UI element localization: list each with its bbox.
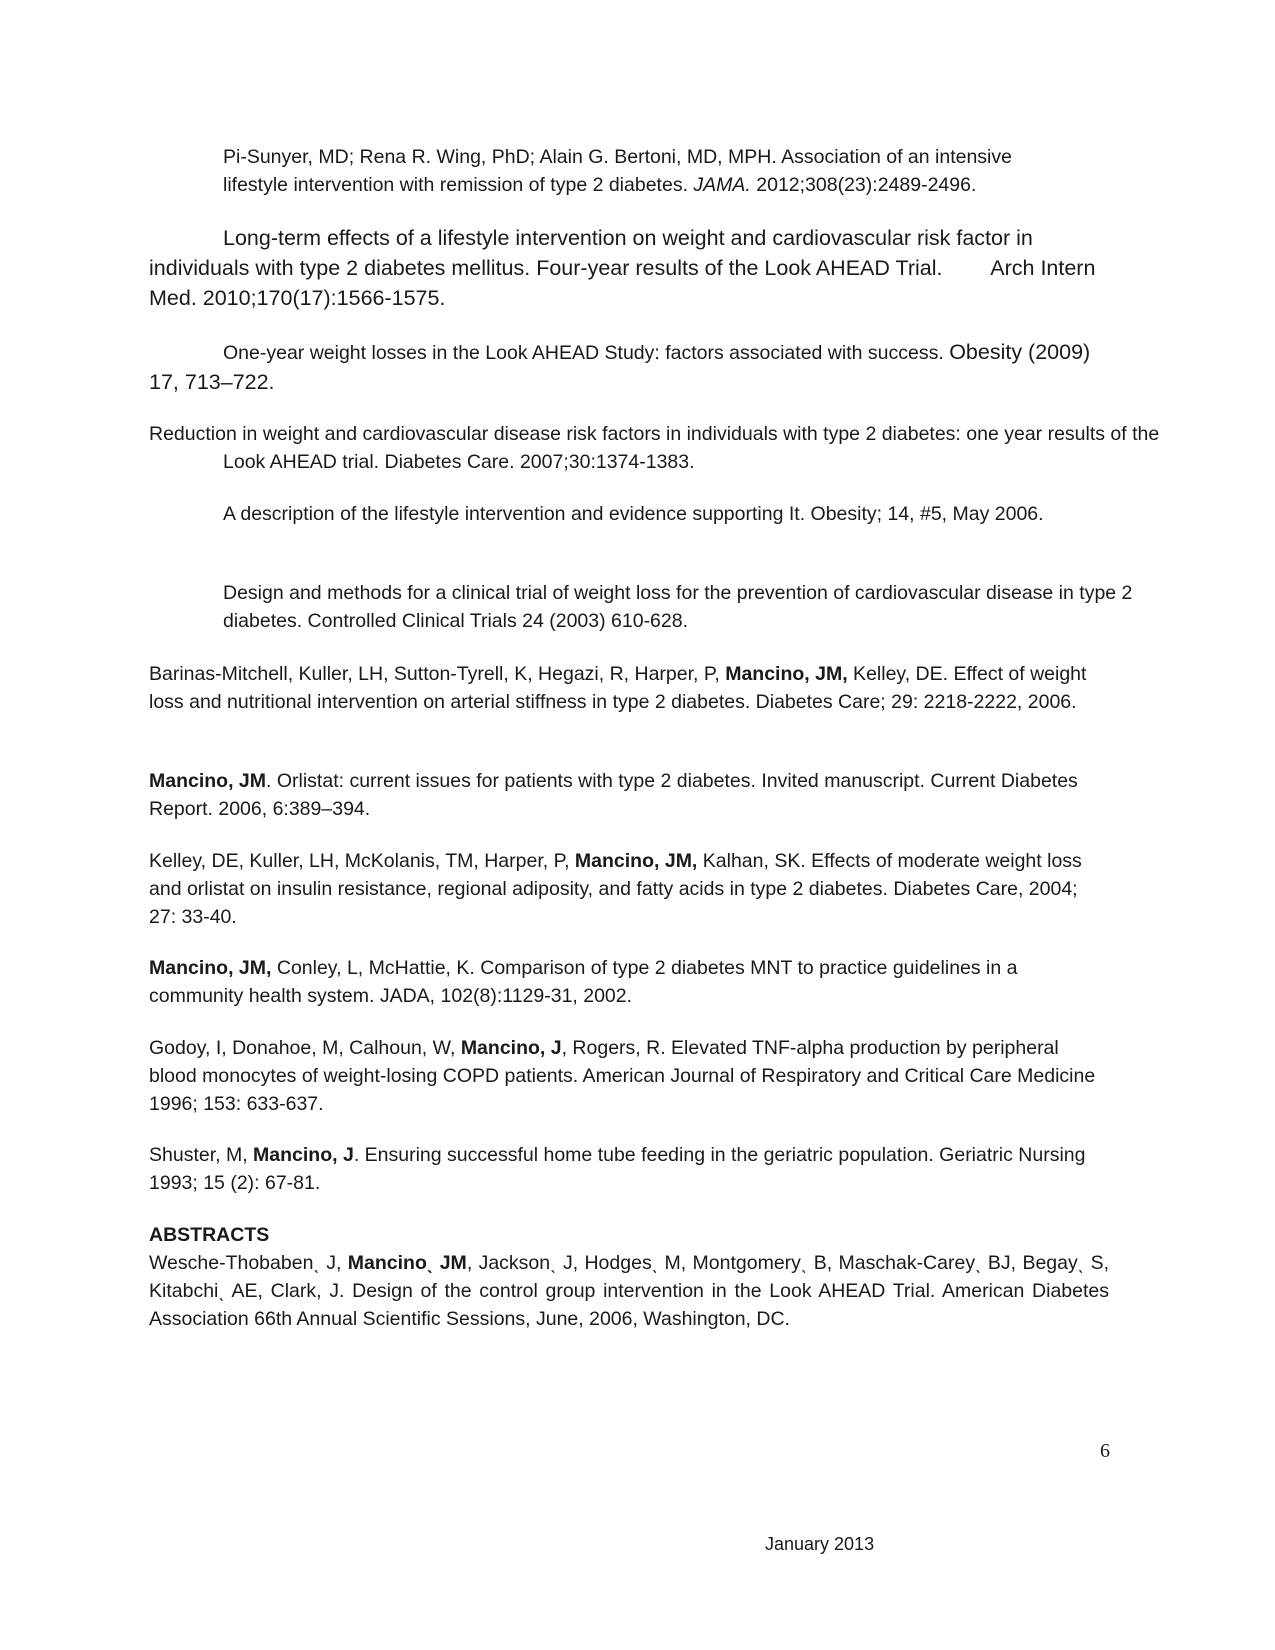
reference-four-year-results bbox=[149, 223, 1109, 313]
reference-text: . Orlistat: current issues for patients with type 2 diabetes. Invited manuscript. Current Diabetes Report. 2006, 6:389–394. bbox=[149, 770, 1078, 820]
section-heading: ABSTRACTS bbox=[149, 1224, 270, 1246]
abstract-authors: Wesche-Thobabenˎ J, bbox=[149, 1252, 348, 1274]
reference-reduction-in-weight bbox=[149, 420, 1183, 476]
reference-text: One-year weight losses in the Look AHEAD Study: factors associated with success. bbox=[223, 342, 950, 364]
reference-text: , Rogers, R. Elevated TNF-alpha production by peripheral blood monocytes of weight-losing COPD patients. American Journal of Respiratory and Critical Care Medicine 1996; 153: 633-637. bbox=[149, 1037, 1096, 1115]
reference-authors: Godoy, I, Donahoe, M, Calhoun, W, bbox=[149, 1037, 461, 1059]
abstract-entry bbox=[149, 1249, 1109, 1333]
author-highlight: Mancino, JM, bbox=[149, 957, 272, 979]
author-highlight: Mancino, J bbox=[253, 1144, 354, 1166]
reference-text: Kelley, DE. Effect of weight loss and nutritional intervention on arterial stiffness in type 2 diabetes. Diabetes Care; 29: 2218-2222, 2006. bbox=[149, 663, 1087, 713]
reference-line: Pi-Sunyer, MD; Rena R. Wing, PhD; Alain G. Bertoni, MD, MPH. Association of an intensive bbox=[223, 146, 1012, 168]
author-highlight: Mancino, J bbox=[460, 1037, 562, 1059]
reference-text: Reduction in weight and cardiovascular disease risk factors in individuals with type 2 diabetes: one year results of the Look AHEAD trial. Diabetes Care. 2007;30:1374-1383. bbox=[149, 423, 1160, 473]
page-number: 6 bbox=[1100, 1440, 1110, 1462]
reference-text: A description of the lifestyle intervention and evidence supporting It. Obesity; 14, #5, May 2006. bbox=[223, 503, 1044, 525]
reference-text: Kalhan, SK. Effects of moderate weight loss and orlistat on insulin resistance, regional adiposity, and fatty acids in type 2 diabetes. Diabetes Care, 2004; 27: 33-40. bbox=[149, 850, 1082, 928]
author-highlight: Mancinoˎ JM bbox=[347, 1252, 467, 1274]
reference-authors: Shuster, M, bbox=[149, 1144, 254, 1166]
author-highlight: Mancino, JM, bbox=[725, 663, 848, 685]
reference-one-year-weight-losses bbox=[149, 337, 1109, 397]
reference-text: Conley, L, McHattie, K. Comparison of type 2 diabetes MNT to practice guidelines in a community health system. JADA, 102(8):1129-31, 2002. bbox=[149, 957, 1018, 1007]
reference-lifestyle-description bbox=[149, 500, 1109, 528]
reference-text: lifestyle intervention with remission of type 2 diabetes. bbox=[223, 174, 694, 196]
author-highlight: Mancino, JM, bbox=[574, 850, 698, 872]
author-highlight: Mancino, JM bbox=[149, 770, 267, 792]
reference-look-ahead-remission bbox=[149, 143, 1183, 199]
reference-journal: Obesity (2009) 17, 713–722. bbox=[149, 340, 1091, 394]
journal-name: JAMA. bbox=[693, 174, 751, 196]
reference-text: Design and methods for a clinical trial of weight loss for the prevention of cardiovascular disease in type 2 diabetes. Controlled Clinical Trials 24 (2003) 610-628. bbox=[223, 582, 1133, 632]
reference-text: Long-term effects of a lifestyle intervention on weight and cardiovascular risk factor in individuals with type 2 diabetes mellitus. Four-year results of the Look AHEAD Trial. Arch Intern Med. 2010;170(17):1566-1575. bbox=[149, 226, 1096, 310]
abstracts-section bbox=[149, 1221, 1109, 1333]
reference-text: . Ensuring successful home tube feeding in the geriatric population. Geriatric Nursing 1993; 15 (2): 67-81. bbox=[149, 1144, 1086, 1194]
reference-orlistat bbox=[149, 767, 1109, 823]
abstract-text: , Jacksonˎ J, Hodgesˎ M, Montgomeryˎ B, Maschak-Careyˎ BJ, Begayˎ S, Kitabchiˎ AE, Clark, J. Design of the control group intervention in the Look AHEAD Trial. American Diabetes Association 66th Annual Scientific Sessions, June, 2006, Washington, DC. bbox=[149, 1252, 1110, 1330]
reference-line bbox=[223, 171, 1183, 199]
reference-shuster bbox=[149, 1141, 1109, 1197]
reference-authors: Barinas-Mitchell, Kuller, LH, Sutton-Tyrell, K, Hegazi, R, Harper, P, bbox=[149, 663, 726, 685]
reference-kelley bbox=[149, 847, 1109, 931]
reference-godoy bbox=[149, 1034, 1109, 1118]
reference-design-and-methods bbox=[149, 579, 1183, 635]
reference-authors: Kelley, DE, Kuller, LH, McKolanis, TM, Harper, P, bbox=[149, 850, 575, 872]
footer-date: January 2013 bbox=[765, 1534, 875, 1554]
reference-citation: 2012;308(23):2489-2496. bbox=[750, 174, 977, 196]
reference-mnt-comparison bbox=[149, 954, 1109, 1010]
reference-barinas-mitchell bbox=[149, 660, 1109, 716]
